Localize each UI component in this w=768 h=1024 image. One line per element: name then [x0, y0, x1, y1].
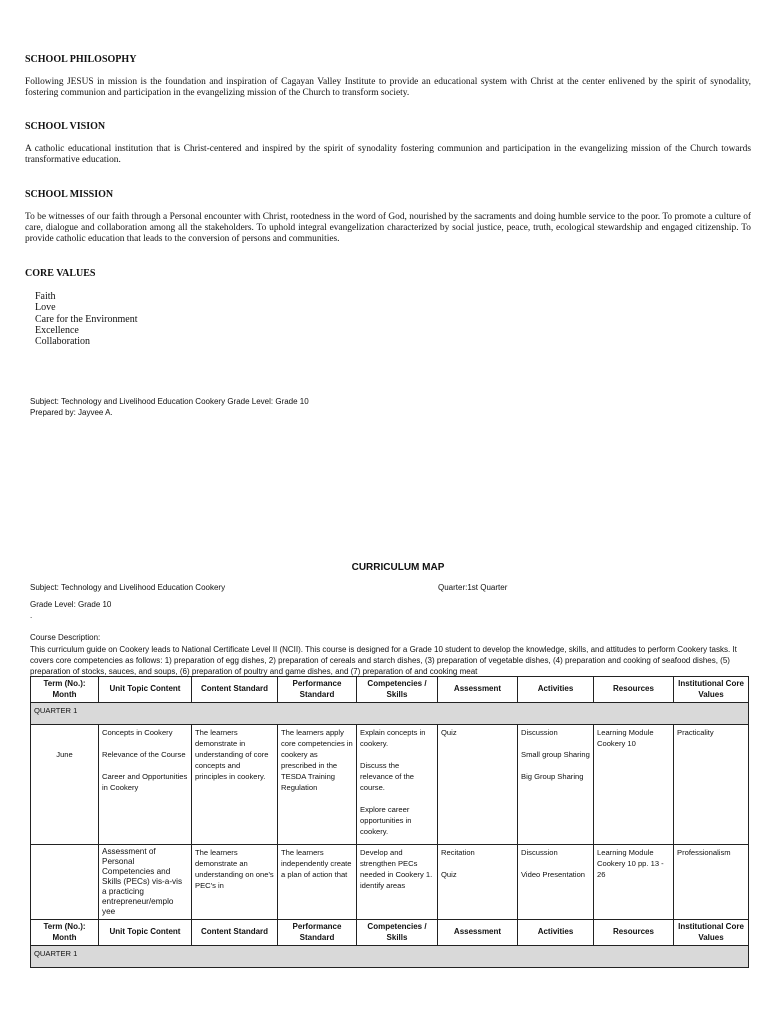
header-assessment: Assessment	[438, 920, 518, 946]
table-row	[31, 845, 749, 920]
vision-text: A catholic educational institution that is Christ-centered and inspired by the spirit of synodality fostering communion and participation in the evangelizing mission of the Church towards transformative education.	[25, 144, 751, 165]
header-activities: Activities	[518, 677, 594, 703]
resources-cell: Learning Module Cookery 10 pp. 13 - 26	[594, 845, 674, 920]
curriculum-map-title: CURRICULUM MAP	[351, 562, 445, 573]
content-standard-cell: The learners demonstrate an understanding on one's PEC's in	[192, 845, 278, 920]
subject-line: Subject: Technology and Livelihood Education Cookery Grade Level: Grade 10	[30, 397, 309, 406]
topic-cell: Assessment of Personal Competencies and Skills (PECs) vis-a-vis a practicing entrepreneur/emplo yee	[99, 845, 192, 920]
quarter-label: QUARTER 1	[31, 946, 749, 968]
vision-heading: SCHOOL VISION	[25, 121, 106, 132]
quarter-row	[31, 946, 749, 968]
competencies-cell	[357, 725, 438, 845]
core-value-item: Faith	[35, 291, 56, 302]
topic-item: Career and Opportunities in Cookery	[102, 772, 188, 792]
activity-item: Discussion	[521, 728, 558, 737]
table-row	[31, 725, 749, 845]
cm-subject: Subject: Technology and Livelihood Education Cookery	[30, 583, 226, 592]
header-content-standard: Content Standard	[192, 677, 278, 703]
course-description-label: Course Description:	[30, 633, 101, 642]
header-assessment: Assessment	[438, 677, 518, 703]
mission-text: To be witnesses of our faith through a Personal encounter with Christ, rootedness in the word of God, nourished by the sacraments and doing humble service to the poor. To promote a culture of care, dialogue and collaboration among all the stakeholders. To uphold integral evangelization characterized by social justice, peace, truth, ecological stewardship and engaged citizenship. To provide catholic education that leads to the conversion of persons and communities.	[25, 212, 751, 244]
competencies-cell: Develop and strengthen PECs needed in Cookery 1. identify areas	[357, 845, 438, 920]
assessment-item: Quiz	[441, 870, 457, 879]
header-unit-topic: Unit Topic Content	[99, 920, 192, 946]
header-resources: Resources	[594, 920, 674, 946]
header-core-values: Institutional Core Values	[674, 920, 749, 946]
competency-item: Explain concepts in cookery.	[360, 728, 426, 748]
core-values-cell: Professionalism	[674, 845, 749, 920]
activity-item: Big Group Sharing	[521, 772, 584, 781]
core-value-item: Collaboration	[35, 336, 90, 347]
core-value-item: Care for the Environment	[35, 314, 138, 325]
competency-item: Explore career opportunities in cookery.	[360, 805, 412, 836]
cm-grade-level: Grade Level: Grade 10	[30, 600, 112, 609]
header-unit-topic: Unit Topic Content	[99, 677, 192, 703]
cm-dot: .	[30, 611, 33, 620]
resources-cell: Learning Module Cookery 10	[594, 725, 674, 845]
core-values-cell: Practicality	[674, 725, 749, 845]
header-content-standard: Content Standard	[192, 920, 278, 946]
assessment-item: Recitation	[441, 848, 475, 857]
header-core-values: Institutional Core Values	[674, 677, 749, 703]
content-standard-cell: The learners demonstrate in understanding of core concepts and principles in cookery.	[192, 725, 278, 845]
header-term: Term (No.): Month	[31, 920, 99, 946]
activity-item: Small group Sharing	[521, 750, 590, 759]
activities-cell	[518, 845, 594, 920]
activity-item: Video Presentation	[521, 870, 586, 879]
performance-standard-cell: The learners independently create a plan of action that	[278, 845, 357, 920]
core-value-item: Excellence	[35, 325, 79, 336]
performance-standard-cell: The learners apply core competencies in cookery as prescribed in the TESDA Training Regulation	[278, 725, 357, 845]
competency-item: Discuss the relevance of the course.	[360, 761, 415, 792]
topic-item: Concepts in Cookery	[102, 728, 173, 737]
prepared-by: Prepared by: Jayvee A.	[30, 408, 113, 417]
core-value-item: Love	[35, 302, 56, 313]
cm-quarter: Quarter:1st Quarter	[438, 583, 508, 592]
assessment-cell	[438, 845, 518, 920]
assessment-cell: Quiz	[438, 725, 518, 845]
course-description: This curriculum guide on Cookery leads to National Certificate Level II (NCII). This course is designed for a Grade 10 student to develop the knowledge, skills, and attitudes to perform Cookery tasks. It covers core competencies as follows: 1) preparation of egg dishes, 2) preparation of cereals and starch dishes, (3) preparation of vegetable dishes, (4) preparation and cooking of seafood dishes, (5) preparation of stocks, sauces, and soups, (6) preparation of poultry and game dishes, and (7) preparation of and cooking meat	[30, 645, 737, 676]
header-activities: Activities	[518, 920, 594, 946]
header-resources: Resources	[594, 677, 674, 703]
header-performance-standard: Performance Standard	[278, 920, 357, 946]
header-term: Term (No.): Month	[31, 677, 99, 703]
topic-item: Relevance of the Course	[102, 750, 186, 759]
header-performance-standard: Performance Standard	[278, 677, 357, 703]
quarter-row	[31, 703, 749, 725]
mission-heading: SCHOOL MISSION	[25, 189, 114, 200]
topic-cell	[99, 725, 192, 845]
philosophy-text: Following JESUS in mission is the foundation and inspiration of Cagayan Valley Institute to provide an educational system with Christ at the center enlivened by the spirit of synodality, fostering communion and participation in the evangelizing mission of the Church to transform society.	[25, 77, 751, 98]
quarter-label: QUARTER 1	[31, 703, 749, 725]
term-cell	[31, 845, 99, 920]
activity-item: Discussion	[521, 848, 558, 857]
activities-cell	[518, 725, 594, 845]
header-competencies: Competencies / Skills	[357, 920, 438, 946]
philosophy-heading: SCHOOL PHILOSOPHY	[25, 54, 137, 65]
table-header-row	[31, 920, 749, 946]
term-cell: June	[31, 725, 99, 845]
table-header-row	[31, 677, 749, 703]
header-competencies: Competencies / Skills	[357, 677, 438, 703]
curriculum-map-table	[30, 676, 749, 968]
core-values-heading: CORE VALUES	[25, 268, 96, 279]
